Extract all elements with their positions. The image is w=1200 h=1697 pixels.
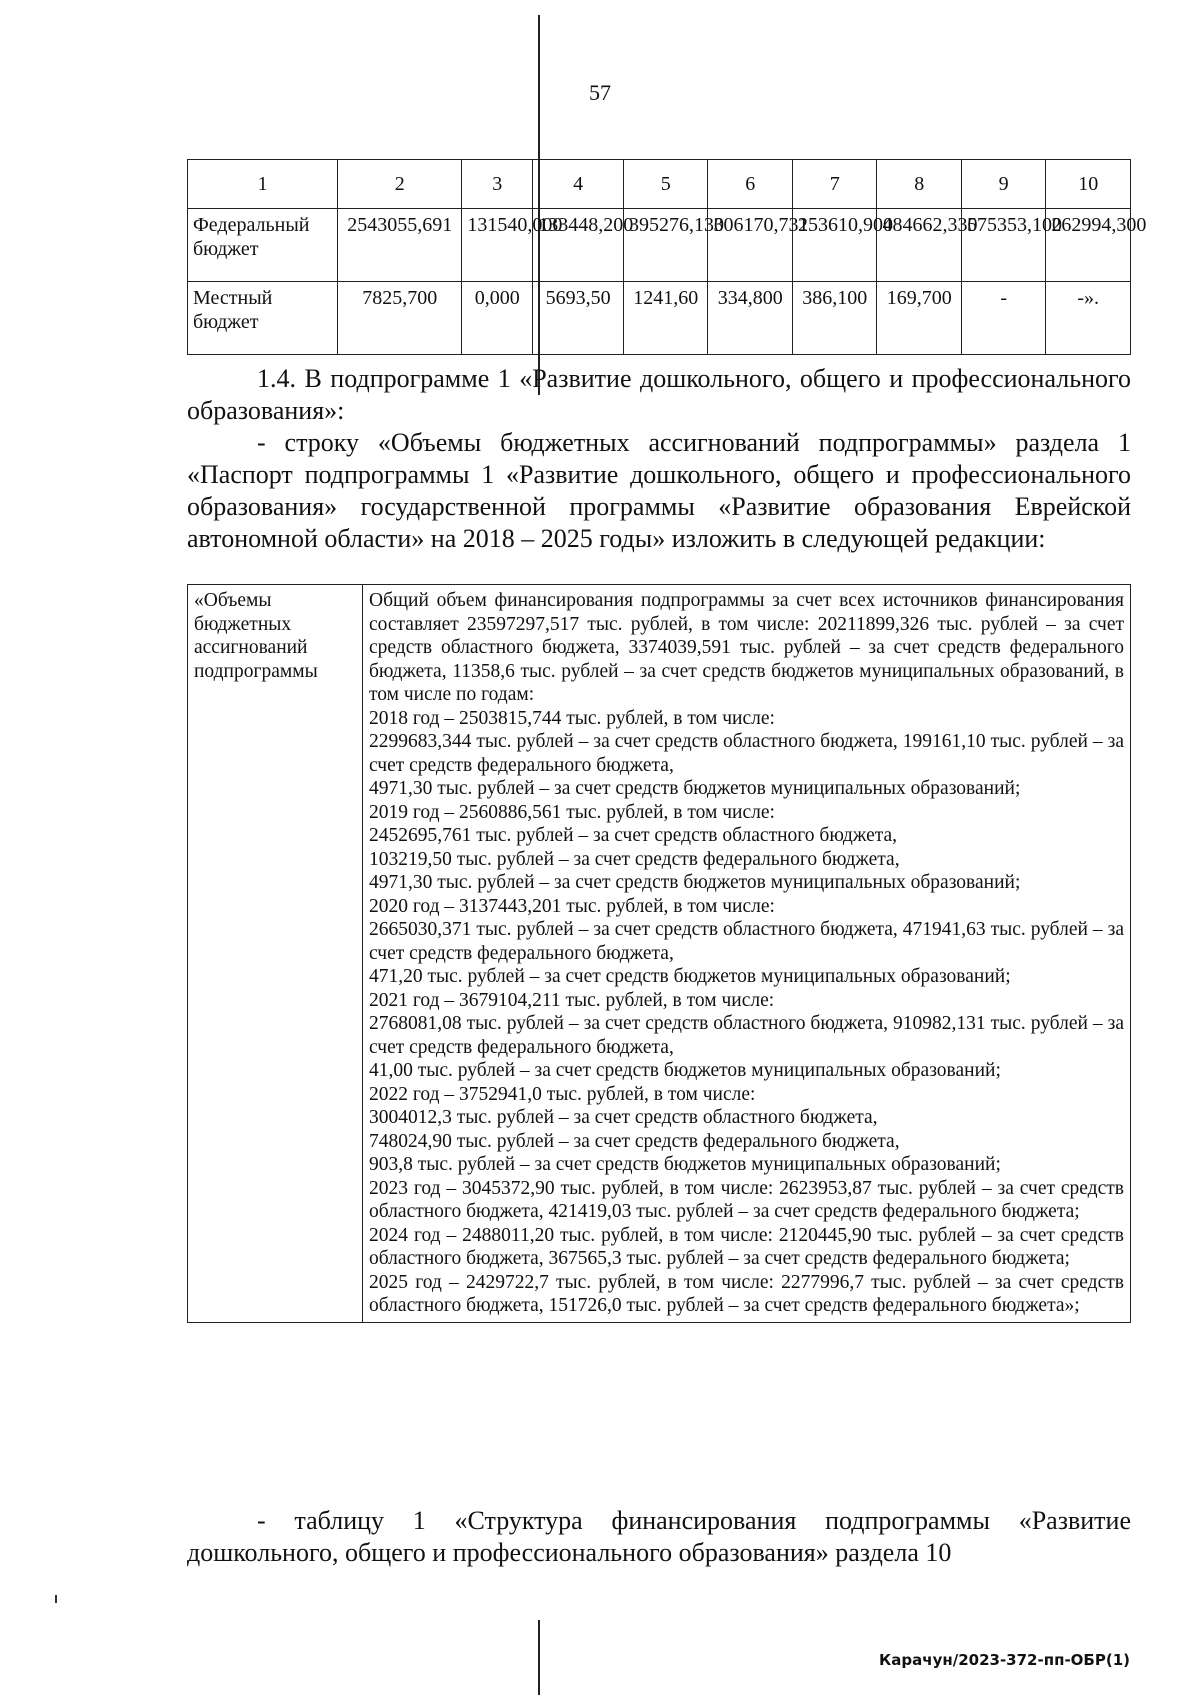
bottom-text xyxy=(187,1505,1131,1569)
header-cell: 10 xyxy=(1046,160,1131,209)
amendment-text xyxy=(187,363,1131,555)
header-cell: 4 xyxy=(533,160,624,209)
table-cell: 306170,731 xyxy=(708,209,792,282)
passport-line: 2018 год – 2503815,744 тыс. рублей, в том числе: xyxy=(369,707,775,729)
passport-line: 2665030,371 тыс. рублей – за счет средств областного бюджета, 471941,63 тыс. рублей – за счет средств федерального бюджета, xyxy=(369,919,1124,964)
passport-line: 2452695,761 тыс. рублей – за счет средств областного бюджета, xyxy=(369,825,898,846)
paragraph-passport-line: - строку «Объемы бюджетных ассигнований подпрограммы» раздела 1 «Паспорт подпрограммы 1 «Развитие дошкольного, общего и профессионального образования» государственной программы «Развитие образования Еврейской автономной области» на 2018 – 2025 годы» изложить в следующей редакции: xyxy=(187,428,1131,553)
table-cell: 2543055,691 xyxy=(338,209,462,282)
table-cell: 169,700 xyxy=(877,282,961,355)
passport-line: 2024 год – 2488011,20 тыс. рублей, в том числе: 2120445,90 тыс. рублей – за счет средств областного бюджета, 367565,3 тыс. рублей – за счет средств федерального бюджета; xyxy=(369,1224,1124,1269)
table-row xyxy=(188,209,1131,282)
header-cell: 1 xyxy=(188,160,338,209)
table-cell: 0,000 xyxy=(462,282,533,355)
header-cell: 3 xyxy=(462,160,533,209)
header-cell: 9 xyxy=(961,160,1045,209)
table-row xyxy=(188,585,1131,1323)
table-cell: 253610,900 xyxy=(792,209,876,282)
passport-content xyxy=(363,585,1131,1323)
passport-line: 2768081,08 тыс. рублей – за счет средств областного бюджета, 910982,131 тыс. рублей – за счет средств федерального бюджета, xyxy=(369,1013,1124,1058)
table-cell: -». xyxy=(1046,282,1131,355)
scan-speck xyxy=(55,1595,57,1603)
paragraph-1-4: 1.4. В подпрограмме 1 «Развитие дошкольного, общего и профессионального образования»: xyxy=(187,364,1131,425)
header-cell: 8 xyxy=(877,160,961,209)
table-row xyxy=(188,282,1131,355)
table-cell: 386,100 xyxy=(792,282,876,355)
page-number: 57 xyxy=(589,80,611,105)
passport-line: 2022 год – 3752941,0 тыс. рублей, в том числе: xyxy=(369,1083,756,1105)
table-cell: 131540,000 xyxy=(462,209,533,282)
passport-line: 748024,90 тыс. рублей – за счет средств федерального бюджета, xyxy=(369,1130,900,1152)
table-cell: 484662,330 xyxy=(877,209,961,282)
header-cell: 2 xyxy=(338,160,462,209)
passport-line: 4971,30 тыс. рублей – за счет средств бюджетов муниципальных образований; xyxy=(369,778,1021,799)
header-cell: 7 xyxy=(792,160,876,209)
passport-line: Общий объем финансирования подпрограммы за счет всех источников финансирования составляет 23597297,517 тыс. рублей, в том числе: 20211899,326 тыс. рублей – за счет средств областного бюджета, 3374039,591 тыс. рублей – за счет средств федерального бюджета, 11358,6 тыс. рублей – за счет средств бюджетов муниципальных образований, в том числе по годам: xyxy=(369,590,1124,705)
table-cell: 5693,50 xyxy=(533,282,624,355)
passport-line: 2023 год – 3045372,90 тыс. рублей, в том числе: 2623953,87 тыс. рублей – за счет средств областного бюджета, 421419,03 тыс. рублей – за счет средств федерального бюджета; xyxy=(369,1177,1124,1222)
row-label: Местный бюджет xyxy=(188,282,338,355)
budget-table xyxy=(187,159,1147,355)
passport-label: «Объемы бюджетных ассигнований подпрограммы xyxy=(188,585,363,1323)
paragraph-table-1: - таблицу 1 «Структура финансирования подпрограммы «Развитие дошкольного, общего и профессионального образования» раздела 10 xyxy=(187,1506,1131,1567)
passport-line: 2025 год – 2429722,7 тыс. рублей, в том числе: 2277996,7 тыс. рублей – за счет средств областного бюджета, 151726,0 тыс. рублей – за счет средств федерального бюджета»; xyxy=(369,1271,1124,1316)
passport-line: 4971,30 тыс. рублей – за счет средств бюджетов муниципальных образований; xyxy=(369,872,1021,893)
budget-table-header-row xyxy=(188,160,1131,209)
table-cell: 575353,100 xyxy=(961,209,1045,282)
passport-line: 2299683,344 тыс. рублей – за счет средств областного бюджета, 199161,10 тыс. рублей – за счет средств федерального бюджета, xyxy=(369,731,1124,776)
passport-line: 471,20 тыс. рублей – за счет средств бюджетов муниципальных образований; xyxy=(369,966,1011,987)
table-cell: 7825,700 xyxy=(338,282,462,355)
passport-line: 3004012,3 тыс. рублей – за счет средств областного бюджета, xyxy=(369,1107,878,1128)
passport-line: 2019 год – 2560886,561 тыс. рублей, в том числе: xyxy=(369,801,775,823)
table-cell: 1241,60 xyxy=(624,282,708,355)
passport-line: 103219,50 тыс. рублей – за счет средств федерального бюджета, xyxy=(369,848,900,870)
header-cell: 5 xyxy=(624,160,708,209)
document-code: Карачун/2023-372-пп-ОБР(1) xyxy=(879,1651,1130,1669)
passport-line: 2020 год – 3137443,201 тыс. рублей, в том числе: xyxy=(369,895,775,917)
passport-line: 2021 год – 3679104,211 тыс. рублей, в том числе: xyxy=(369,989,775,1011)
table-cell: 262994,300 xyxy=(1046,209,1131,282)
header-cell: 6 xyxy=(708,160,792,209)
passport-line: 903,8 тыс. рублей – за счет средств бюджетов муниципальных образований; xyxy=(369,1154,1001,1175)
row-label: Федеральный бюджет xyxy=(188,209,338,282)
scan-fold-line-bottom xyxy=(538,1620,540,1695)
table-cell: 334,800 xyxy=(708,282,792,355)
table-cell: 133448,200 xyxy=(533,209,624,282)
table-cell: - xyxy=(961,282,1045,355)
passport-line: 41,00 тыс. рублей – за счет средств бюджетов муниципальных образований; xyxy=(369,1060,1001,1081)
passport-table xyxy=(187,584,1131,1323)
table-cell: 395276,130 xyxy=(624,209,708,282)
